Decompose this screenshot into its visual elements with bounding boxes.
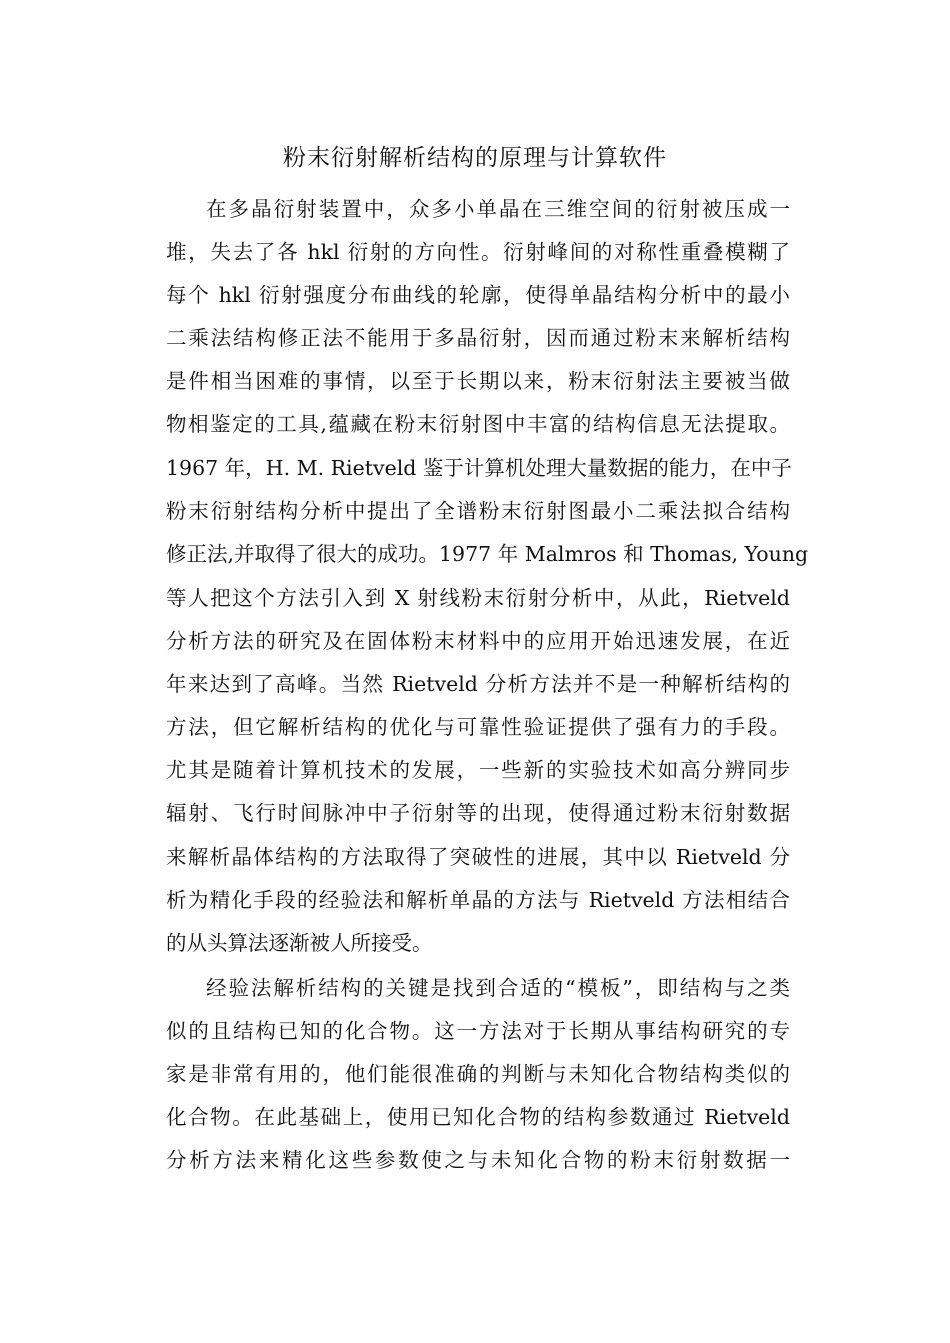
text-line: 分析方法来精化这些参数使之与未知化合物的粉末衍射数据一 bbox=[166, 1148, 790, 1172]
text-line: 方法，但它解析结构的优化与可靠性验证提供了强有力的手段。 bbox=[166, 715, 790, 739]
text-line: 堆，失去了各 hkl 衍射的方向性。衍射峰间的对称性重叠模糊了 bbox=[166, 240, 790, 264]
text-line: 修正法,并取得了很大的成功。1977 年 Malmros 和 Thomas, Young bbox=[166, 542, 809, 566]
text-line: 析为精化手段的经验法和解析单晶的方法与 Rietveld 方法相结合 bbox=[166, 888, 790, 912]
text-line: 物相鉴定的工具,蕴藏在粉末衍射图中丰富的结构信息无法提取。 bbox=[166, 412, 790, 436]
text-line: 家是非常有用的，他们能很准确的判断与未知化合物结构类似的 bbox=[166, 1062, 790, 1086]
text-line: 是件相当困难的事情，以至于长期以来，粉末衍射法主要被当做 bbox=[166, 369, 790, 393]
text-line: 二乘法结构修正法不能用于多晶衍射，因而通过粉末来解析结构 bbox=[166, 326, 790, 350]
text-line: 在多晶衍射装置中，众多小单晶在三维空间的衍射被压成一 bbox=[206, 197, 790, 221]
text-line: 化合物。在此基础上，使用已知化合物的结构参数通过 Rietveld bbox=[166, 1105, 790, 1129]
text-line: 经验法解析结构的关键是找到合适的“模板”，即结构与之类 bbox=[206, 976, 790, 1000]
document-title: 粉末衍射解析结构的原理与计算软件 bbox=[283, 145, 667, 171]
text-line: 辐射、飞行时间脉冲中子衍射等的出现，使得通过粉末衍射数据 bbox=[166, 801, 790, 825]
text-line: 粉末衍射结构分析中提出了全谱粉末衍射图最小二乘法拟合结构 bbox=[166, 499, 790, 523]
text-line: 分析方法的研究及在固体粉末材料中的应用开始迅速发展，在近 bbox=[166, 629, 790, 653]
text-line: 似的且结构已知的化合物。这一方法对于长期从事结构研究的专 bbox=[166, 1019, 790, 1043]
text-line: 来解析晶体结构的方法取得了突破性的进展，其中以 Rietveld 分 bbox=[166, 845, 790, 869]
text-line: 尤其是随着计算机技术的发展，一些新的实验技术如高分辨同步 bbox=[166, 758, 790, 782]
text-line: 的从头算法逐渐被人所接受。 bbox=[166, 931, 433, 955]
text-line: 等人把这个方法引入到 X 射线粉末衍射分析中，从此，Rietveld bbox=[166, 586, 790, 610]
text-line: 年来达到了高峰。当然 Rietveld 分析方法并不是一种解析结构的 bbox=[166, 672, 790, 696]
text-line: 1967 年，H. M. Rietveld 鉴于计算机处理大量数据的能力，在中子 bbox=[166, 456, 792, 480]
text-line: 每个 hkl 衍射强度分布曲线的轮廓，使得单晶结构分析中的最小 bbox=[166, 283, 790, 307]
